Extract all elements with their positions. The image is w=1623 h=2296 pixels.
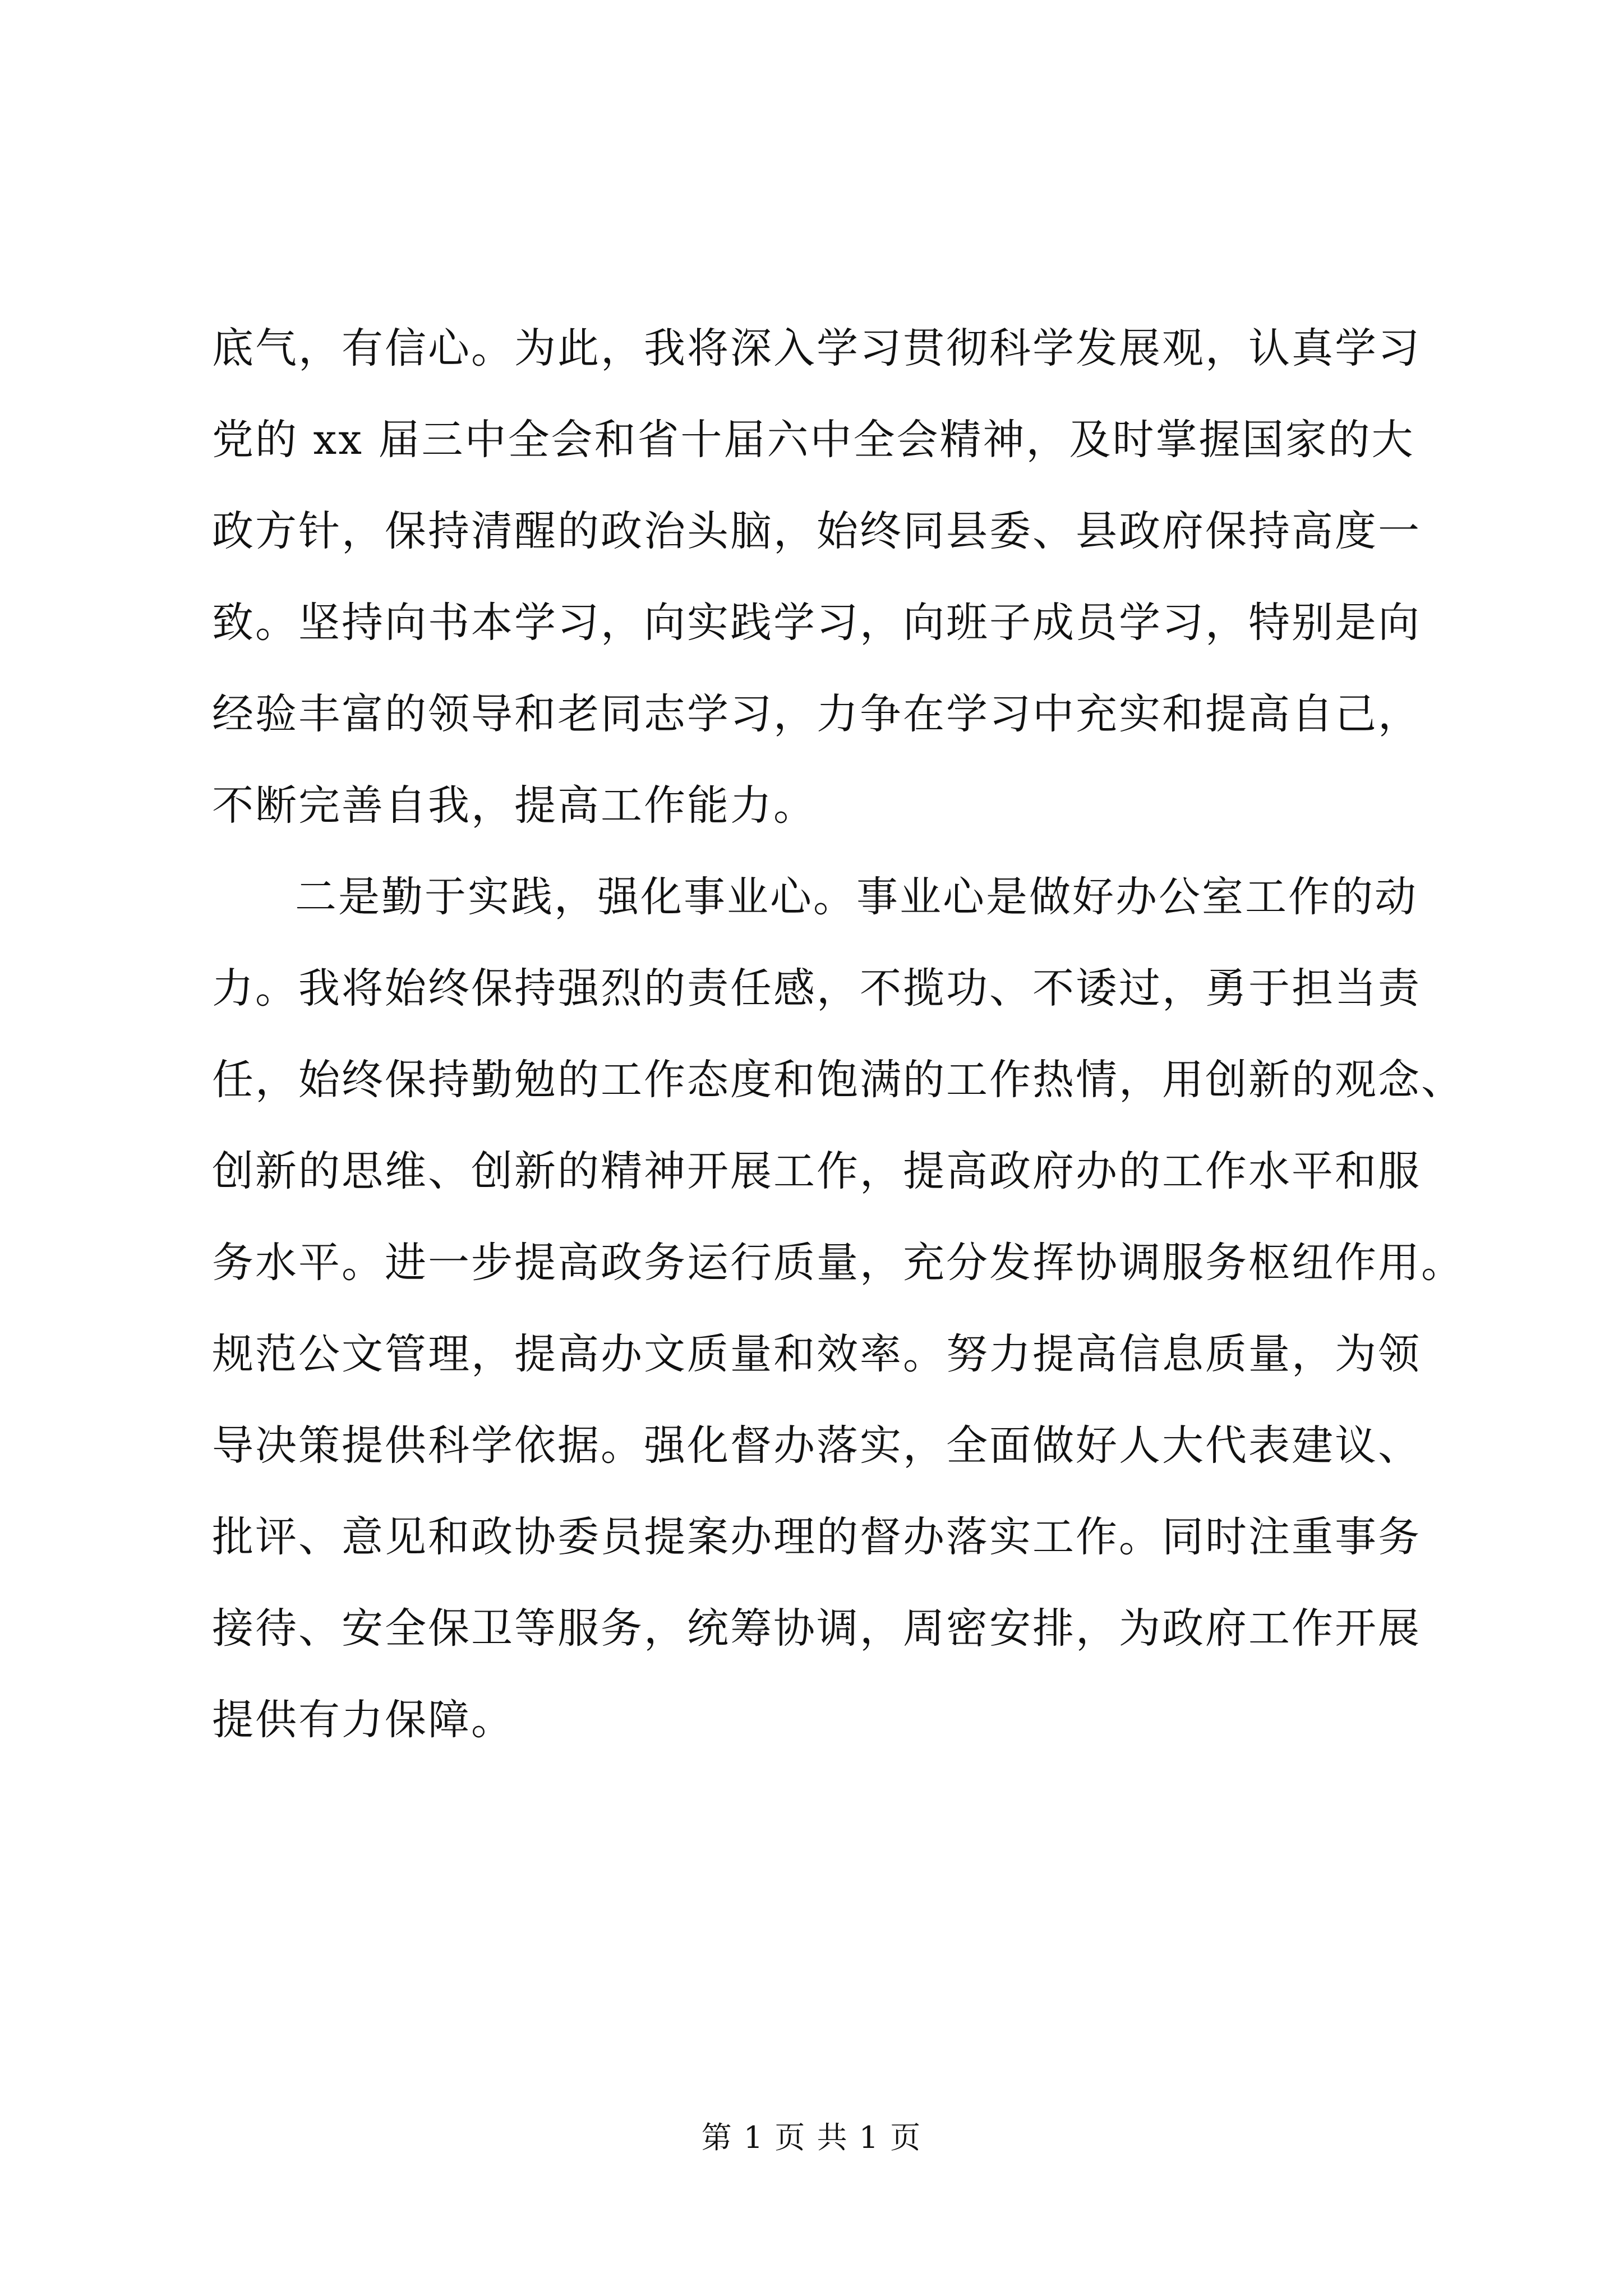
text-line: 务水平。进一步提高政务运行质量，充分发挥协调服务枢纽作用。 — [212, 1239, 1464, 1287]
text-line: 政方针，保持清醒的政治头脑，始终同县委、县政府保持高度一 — [212, 507, 1421, 555]
text-line: 党的 xx 届三中全会和省十届六中全会精神，及时掌握国家的大 — [212, 416, 1415, 464]
text-line: 不断完善自我，提高工作能力。 — [212, 781, 817, 830]
text-line: 力。我将始终保持强烈的责任感，不揽功、不诿过，勇于担当责 — [212, 964, 1421, 1013]
text-line: 创新的思维、创新的精神开展工作，提高政府办的工作水平和服 — [212, 1147, 1421, 1195]
text-line: 任，始终保持勤勉的工作态度和饱满的工作热情，用创新的观念、 — [212, 1056, 1464, 1104]
page-number-footer: 第 1 页 共 1 页 — [701, 2120, 922, 2155]
text-line: 底气，有信心。为此，我将深入学习贯彻科学发展观，认真学习 — [212, 324, 1421, 372]
paragraph-start-line: 二是勤于实践，强化事业心。事业心是做好办公室工作的动 — [295, 873, 1418, 921]
text-line: 接待、安全保卫等服务，统筹协调，周密安排，为政府工作开展 — [212, 1604, 1421, 1653]
text-line: 提供有力保障。 — [212, 1696, 514, 1744]
text-line: 导决策提供科学依据。强化督办落实，全面做好人大代表建议、 — [212, 1421, 1421, 1470]
text-line: 致。坚持向书本学习，向实践学习，向班子成员学习，特别是向 — [212, 599, 1421, 647]
text-line: 规范公文管理，提高办文质量和效率。努力提高信息质量，为领 — [212, 1330, 1421, 1378]
text-line: 批评、意见和政协委员提案办理的督办落实工作。同时注重事务 — [212, 1513, 1421, 1561]
body-text — [212, 303, 1464, 1766]
text-line: 经验丰富的领导和老同志学习，力争在学习中充实和提高自己， — [212, 690, 1421, 738]
